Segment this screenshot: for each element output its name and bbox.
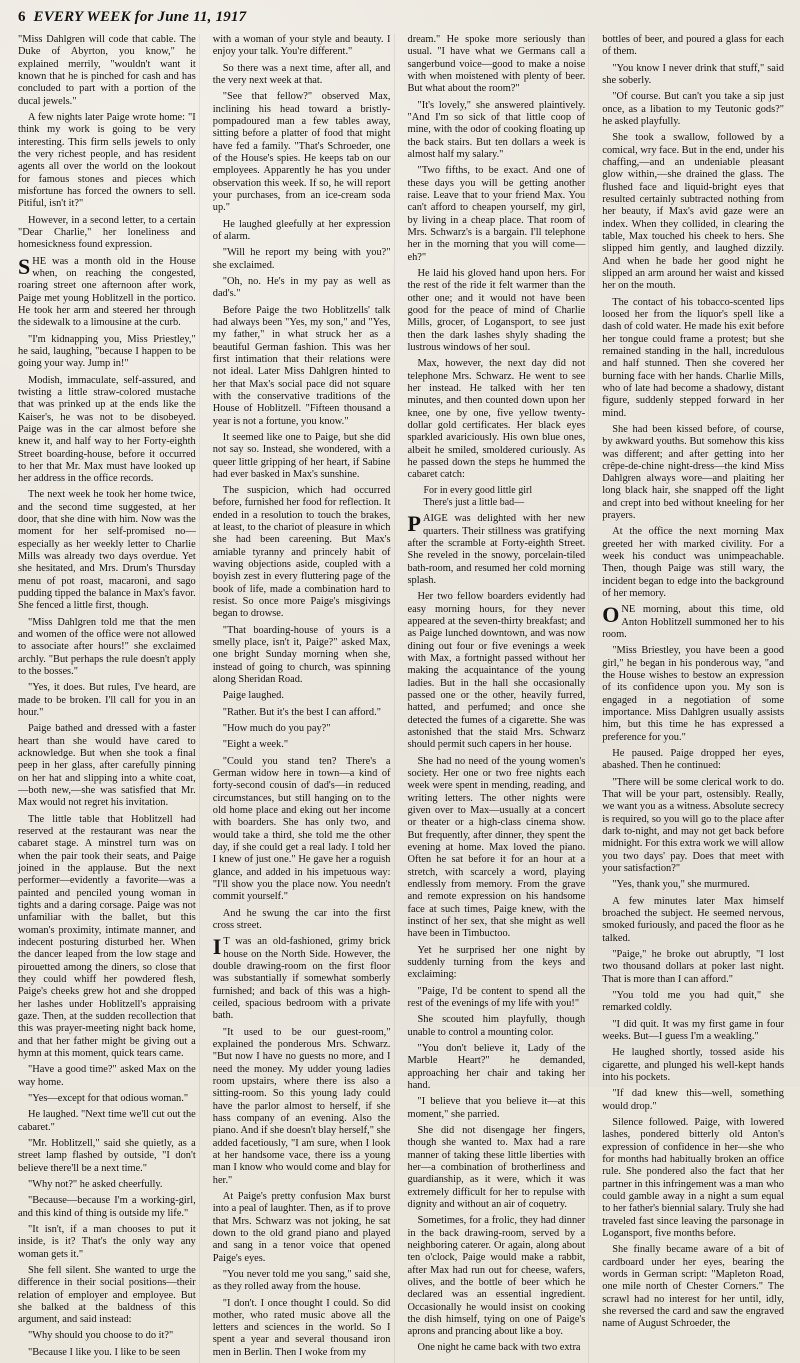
- article-paragraph: At Paige's pretty confusion Max burst into a peal of laughter. Then, as if to prove that Mrs. Schwarz was not joking, he sat down to the old grand piano and played and sang in a tenor voice that opened Paige's eyes.: [212, 1190, 391, 1264]
- page-number: 6: [18, 9, 26, 25]
- article-paragraph: However, in a second letter, to a certain "Dear Charlie," her loneliness and homesickness found expression.: [18, 214, 196, 251]
- article-paragraph: A few minutes later Max himself broached the subject. He seemed nervous, smoked furiously, and paced the floor as he talked.: [602, 895, 784, 944]
- article-paragraph: She took a swallow, followed by a comical, wry face. But in the end, under his chaffing,—and an undeniable pleasant glow within,—she drained the glass. The flushed face and liquid-bright eyes that resulted certainly subtracted nothing from her beauty, if Max's avid gaze were an index. When they collided, in clearing the table, Max touched his cheek to hers. She slipped him gently, and laughed dizzily. And when he bade her good night he slipped an arm around her waist and kissed her on the mouth.: [602, 132, 784, 292]
- article-paragraph: "Paige, I'd be content to spend all the rest of the evenings of my life with you!": [407, 985, 586, 1009]
- article-paragraph: "Because I like you. I like to be seen: [28, 1346, 181, 1358]
- article-paragraph: "Why should you choose to do it?": [28, 1330, 174, 1342]
- article-paragraph: One night he came back with two extra: [417, 1342, 581, 1354]
- article-paragraph: "Could you stand ten? There's a German widow here in town—a kind of forty-second cousin of dad's—in reduced circumstances, but still hanging on to the old home place and eking out her income with boarders. She has only two, and would take a third, she told me the other day, if she could get a real lady. I told her I knew of just one." He gave her a roguish glance, and added in his impetuous way: "I'll show you the place now. You needn't commit yourself.": [212, 755, 391, 903]
- article-columns: [18, 34, 784, 1358]
- article-paragraph: "You know I never drink that stuff," said she soberly.: [602, 62, 784, 86]
- article-paragraph: "Miss Dahlgren told me that the men and women of the office were not allowed to associate after hours!" she exclaimed archly. "But perhaps the rule doesn't apply to the bosses.": [18, 616, 196, 678]
- page-header: [18, 10, 784, 30]
- article-paragraph: He laid his gloved hand upon hers. For the rest of the ride it felt warmer than the other one; and it would not have been good for the peace of mind of Charlie Mills, grocer, of Logansport, to see just then the dark lashes shyly shading the lustrous windows of her soul.: [407, 267, 586, 353]
- article-paragraph: Modish, immaculate, self-assured, and twisting a little straw-colored mustache that was prinked up at the ends like the Kaiser's, he was not to be disobeyed. Paige was in the car almost before she knew it, and half way to her Forty-eighth Street boarding-house, before it occurred to her that Mr. Max must have looked up her address in the office records.: [18, 374, 196, 485]
- article-paragraph: She had been kissed before, of course, by awkward youths. But somehow this kiss was different; and after getting into her crêpe-de-chine night-dress—the kind Miss Dahlgren always wore—and plaiting her long black hair, she snapped off the light and crept into bed without kneeling for her prayers.: [602, 423, 784, 522]
- article-paragraph: "You never told me you sang," said she, as they rolled away from the house.: [212, 1268, 391, 1293]
- article-paragraph: "It used to be our guest-room," explained the ponderous Mrs. Schwarz. "But now I have no guests no more, and I need the money. My udder young ladies room upstairs, where there iss also a sitting-room. So this young lady could have the parlor almost to herself, if she hass company of an evening. Also the piano. And if she doesn't blay herself," she added facetiously, "I am sure, when I look at her handsome vace, there iss a young man I know who would come and blay for her.": [212, 1026, 391, 1186]
- article-paragraph: Yet he surprised her one night by suddenly turning from the keys and exclaiming:: [407, 944, 586, 981]
- article-paragraph: PAIGE was delighted with her new quarters. Their stillness was gratifying after the scramble at Forty-eighth Street. She reveled in the snowy, porcelain-tiled bath-room, and resumed her cold morning splash.: [407, 511, 586, 587]
- verse-line: There's just a little bad—: [423, 496, 525, 508]
- article-paragraph: At the office the next morning Max greeted her with marked civility. For a week his conduct was unimpeachable. Then, though Paige was still wary, the incident began to edge into the background of her memory.: [602, 526, 784, 600]
- article-column-2: [213, 34, 395, 1363]
- article-paragraph: The next week he took her home twice, and the second time suggested, at her door, that she dine with him. Now was the moment for her self-promised no—especially as her weekly letter to Charlie Mills was already two days overdue. Yet she hesitated, and Mrs. Drum's Thursday menu of pot roast, macaroni, and sago pudding tipped the balance in Max's favor. She fenced a little first, though.: [18, 489, 196, 612]
- article-paragraph: "That boarding-house of yours is a smelly place, isn't it, Paige?" asked Max, one bright Sunday morning when she, instead of going to church, was spinning along Sheridan Road.: [212, 624, 391, 686]
- article-paragraph: "You don't believe it, Lady of the Marble Heart?" he demanded, approaching her chair and taking her hand.: [407, 1042, 586, 1091]
- article-paragraph: He paused. Paige dropped her eyes, abashed. Then he continued:: [602, 748, 784, 772]
- article-paragraph: IT was an old-fashioned, grimy brick house on the North Side. However, the double drawing-room on the first floor was substantially if somewhat somberly furnished; and back of this was a high-ceiled, spacious bedroom with a private bath.: [212, 934, 391, 1022]
- article-paragraph: dream." He spoke more seriously than usual. "I have what we Germans call a sangerbund voice—good to make a noise with when moistened with plenty of beer. But what about the room?": [407, 34, 586, 95]
- article-paragraph: "Why not?" he asked cheerfully.: [28, 1178, 163, 1190]
- article-paragraph: The suspicion, which had occurred before, furnished her food for reflection. It ended in a resolution to touch the brakes, at least, to the chariot of pleasure in which she had been careening. But Max's amiable tyranny and princely habit of waving objections aside, coupled with a boyish zest in every fluttering page of the book of life, made a combination hard to resist. So once more Paige's misgivings began to drowse.: [212, 485, 391, 620]
- article-paragraph: bottles of beer, and poured a glass for each of them.: [602, 34, 784, 58]
- article-paragraph: "Two fifths, to be exact. And one of these days you will be getting another raise. Leave that to your friend Max. You can't afford to cheapen yourself, my girl, by living in a cheap place. That room of Mrs. Schwarz's is a bargain. I'll telephone her in the morning that you will come—eh?": [407, 165, 586, 263]
- article-paragraph: with a woman of your style and beauty. I enjoy your talk. You're different.": [212, 34, 391, 58]
- article-paragraph: Silence followed. Paige, with lowered lashes, pondered bitterly old Anton's expression of confidence in her—she who for months had habitually broken an office rule. She pondered also the fact that her partner in this infringement was a man who could gamble away in a night a sum equal to her father's biennial salary. Truly she had traveled fast since leaving the parsonage in Logansport, five months before.: [602, 1116, 784, 1239]
- article-paragraph: "It isn't, if a man chooses to put it inside, is it? That's the only way any woman gets it.": [18, 1223, 196, 1260]
- article-paragraph: He laughed. "Next time we'll cut out the cabaret.": [18, 1109, 196, 1133]
- article-paragraph: Paige laughed.: [222, 690, 284, 702]
- article-paragraph: Max, however, the next day did not telephone Mrs. Schwarz. He went to see her instead. He talked with her ten minutes, and then counted down upon her knee, one by one, five yellow twenty-dollar gold certificates. Her black eyes sparkled avariciously. His own blue ones, albeit he smiled, smoldered curiously. As he passed down the steps he hummed the cabaret catch:: [407, 358, 586, 481]
- article-paragraph: She scouted him playfully, though unable to control a mounting color.: [407, 1014, 586, 1038]
- article-paragraph: He laughed gleefully at her expression of alarm.: [212, 218, 391, 242]
- article-paragraph: "I did quit. It was my first game in four weeks. But—I guess I'm a weakling.": [602, 1018, 784, 1042]
- article-paragraph: "It's lovely," she answered plaintively. "And I'm so sick of that little coop of mine, with the odor of cooking floating up the back stairs. But ten dollars a week is almost half my salary.": [407, 99, 586, 160]
- article-paragraph: She finally became aware of a bit of cardboard under her eyes, bearing the words in German script: "Mapleton Road, one mile north of Chester Corners." The scrawl had no interest for her until, idly, she reversed the card and saw the engraved name of August Schroeder, the: [602, 1244, 784, 1330]
- article-paragraph: "Miss Dahlgren will code that cable. The Duke of Abyrton, you know," he explained merrily, "wouldn't want it known that he is pinched for cash and has concluded to part with a portion of the ducal jewels.": [18, 34, 196, 107]
- article-paragraph: "Eight a week.": [222, 739, 289, 751]
- article-column-3: [408, 34, 590, 1363]
- article-paragraph: SHE was a month old in the House when, on reaching the congested, roaring street one afternoon after work, Paige met young Hoblitzell in the portico. He took her arm and steered her through the sidewalk to a limousine at the curb.: [18, 253, 196, 329]
- article-paragraph: "I'm kidnapping you, Miss Priestley," he said, laughing, "because I happen to be going your way. Jump in!": [18, 333, 196, 370]
- article-paragraph: He laughed shortly, tossed aside his cigarette, and plunged his well-kept hands into his pockets.: [602, 1047, 784, 1083]
- article-paragraph: The contact of his tobacco-scented lips loosed her from the liquor's spell like a dash of cold water. He made his exit before her tongue could frame a protest; but she remained standing in the hall, incredulous and half stunned. Then she covered her burning face with her hands. Charlie Mills, who of late had become a shadowy, distant figure, suddenly stepped forward in her mind.: [602, 296, 784, 419]
- article-paragraph: "Yes, it does. But rules, I've heard, are made to be broken. I'll call for you in an hour.": [18, 682, 196, 719]
- article-paragraph: "Mr. Hoblitzell," said she quietly, as a street lamp flashed by outside, "I don't believe there'll be a next time.": [18, 1137, 196, 1174]
- article-paragraph: She fell silent. She wanted to urge the difference in their social positions—their relation of employer and employee. But she balked at the baldness of this argument, and said instead:: [18, 1264, 196, 1326]
- article-paragraph: "You told me you had quit," she remarked coldly.: [602, 989, 784, 1014]
- article-paragraph: "Have a good time?" asked Max on the way home.: [18, 1064, 196, 1088]
- article-paragraph: It seemed like one to Paige, but she did not say so. Instead, she wondered, with a queer little gripping of her heart, if Sabine had ever basked in Max's sunshine.: [212, 431, 391, 480]
- article-paragraph: "Will he report my being with you?" she exclaimed.: [212, 247, 391, 271]
- article-paragraph: The little table that Hoblitzell had reserved at the restaurant was near the cabaret stage. A minstrel turn was on when the pair took their seats, and Paige joined in the applause. But the next performer—evidently a favorite—was a painted and penciled young woman in tights and a daring corsage. Paige was not unfamiliar with the ballet, but this woman's proximity, intimate manner, and indecent posturing disturbed her. When the dancer leaped from the low stage and pirouetted among the diners, so close that they could whiff her powdered flesh, Paige's cheeks grew hot and she dropped her lashes under Hoblitzell's appraising gaze. Then, at the sudden recollection that this was prayer-meeting night back home, and that her father might be giving out a hymn at this moment, quick tears came.: [18, 813, 196, 1059]
- article-paragraph: "Oh, no. He's in my pay as well as dad's.": [212, 275, 391, 300]
- article-paragraph: "Paige," he broke out abruptly, "I lost two thousand dollars at poker last night. That is more than I can afford.": [602, 948, 784, 985]
- publication-line: EVERY WEEK for June 11, 1917: [33, 9, 247, 25]
- article-paragraph: Her two fellow boarders evidently had easy morning hours, for they never appeared at the seven-thirty breakfast; and as Paige lunched downtown, and was now dining out four or five evenings a week with Max, a fortnight passed without her making the acquaintance of the young ladies. But in the hall she occasionally passed one or the other, heavily furred, hatted, and perfumed; and once she detected the fumes of a cigarette. She was astonished that the staid Mrs. Schwarz should permit such capers in her house.: [407, 591, 586, 751]
- article-paragraph: ONE morning, about this time, old Anton Hoblitzell summoned her to his room.: [602, 602, 784, 641]
- article-paragraph: Before Paige the two Hoblitzells' talk had always been "Yes, my son," and "Yes, my father," in what struck her as a beautiful German fashion. This was her first intimation that their relations were not ideal. Later Miss Dahlgren hinted to her that Max's social pace did not square with the conservative traditions of the House of Hoblitzell. "Fifteen thousand a year is not a fortune, you know.": [212, 304, 391, 427]
- article-paragraph: "Rather. But it's the best I can afford.": [222, 706, 381, 718]
- article-paragraph: "Yes, thank you," she murmured.: [612, 879, 750, 891]
- article-paragraph: She had no need of the young women's society. Her one or two free nights each week were spent in mending, reading, and writing letters. The other nights were given over to Max—usually at a concert or theater or a high-class cinema show. But frequently, after dinner, they spent the evening at home. Max loved the piano. Often he sat before it for an hour at a stretch, with scarcely a word, playing endlessly from memory. From the grave and remote expression on his handsome face at such times, Paige knew, with the instinct of her sex, that she might as well have been in Timbuctoo.: [407, 755, 586, 940]
- article-paragraph: "I don't. I once thought I could. So did mother, who rated music above all the letters and sciences in the world. So I spent a year and several thousand iron men in Berlin. Then I woke from my: [212, 1297, 391, 1358]
- article-paragraph: "See that fellow?" observed Max, inclining his head toward a bristly-pompadoured man a few tables away, sitting before a platter of food that might have fed a family. "That's Schroeder, one of the House's spies. He keeps tab on our employees. Apparently he has you under observation this week. If so, he will report your purchases, from an ice-cream soda up.": [212, 91, 391, 214]
- article-paragraph: Paige bathed and dressed with a faster heart than she would have cared to acknowledge. But when she took a final peep in her glass, after carefully pinning on her hat and slipping into a white coat, —both new,—she was satisfied that Mr. Max would not regret his invitation.: [18, 723, 196, 809]
- article-paragraph: "If dad knew this—well, something would drop.": [602, 1088, 784, 1112]
- article-paragraph: And he swung the car into the first cross street.: [212, 907, 391, 931]
- article-paragraph: "Because—because I'm a working-girl, and this kind of thing is outside my life.": [18, 1195, 196, 1219]
- article-paragraph: "Of course. But can't you take a sip just once, as a libation to my Teutonic gods?" he asked playfully.: [602, 91, 784, 127]
- article-paragraph: She did not disengage her fingers, though she wanted to. Max had a rare manner of taking these little liberties with her—a combination of brotherliness and guardianship, as it were, which it was extremely difficult for her to repulse with dignity and without an air of coquetry.: [407, 1124, 586, 1210]
- article-paragraph: "Miss Briestley, you have been a good girl," he began in his ponderous way, "and the House wishes to bestow an expression of its confidence upon you. My son is engaged in a negotiation of some importance. Miss Dahlgren usually assists him, but this time he has expressed a preference for you.": [602, 645, 784, 743]
- article-paragraph: "How much do you pay?": [222, 723, 331, 735]
- article-column-1: [18, 34, 200, 1363]
- article-paragraph: "I believe that you believe it—at this moment," she parried.: [407, 1096, 586, 1120]
- article-paragraph: So there was a next time, after all, and the very next week at that.: [212, 62, 391, 86]
- article-paragraph: Sometimes, for a frolic, they had dinner in the back drawing-room, served by a neighboring caterer. Or again, along about ten o'clock, Paige would make a rabbit, after Max had run out for cheese, wafers, olives, and the bottle of beer which he declared was an essential ingredient. Occasionally he would insist on cooking the dish himself, tying on one of Paige's aprons and prancing about like a boy.: [407, 1215, 586, 1338]
- article-paragraph: "Yes—except for that odious woman.": [28, 1092, 189, 1104]
- article-paragraph: "There will be some clerical work to do. That will be your part, ostensibly. Really, we want you as a witness. Absolute secrecy is required, so you will go to the place after dark to-night, and may not get back before midnight. For this extra work we will allow you two days' pay. Does that meet with your satisfaction?": [602, 776, 784, 874]
- verse-line: For in every good little girl: [423, 485, 533, 497]
- verse-block: [408, 485, 586, 508]
- article-paragraph: A few nights later Paige wrote home: "I think my work is going to be very interesting. This firm sells jewels to only the very richest people, and has resident agents all over the world on the lookout for famous stones and pieces which misfortune has forced the owners to sell. Pitiful, isn't it?": [18, 111, 196, 210]
- article-column-4: [602, 34, 784, 1363]
